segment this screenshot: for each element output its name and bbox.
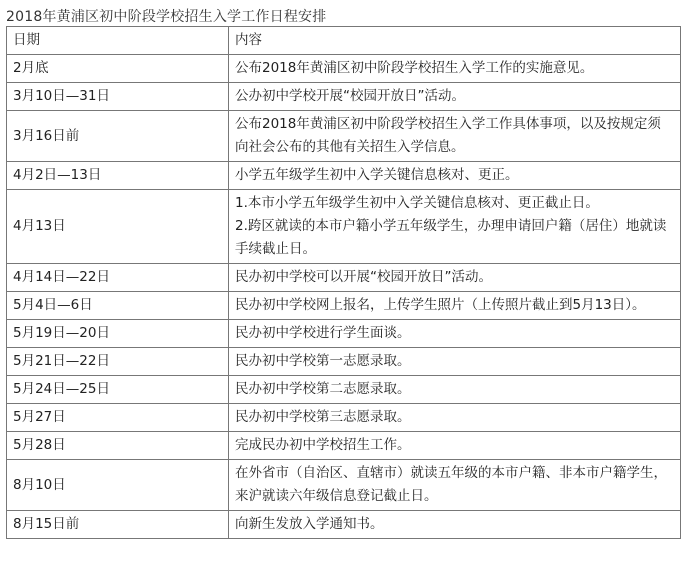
table-body — [7, 55, 681, 539]
row-content — [229, 348, 681, 376]
content-line: 公布2018年黄浦区初中阶段学校招生入学工作具体事项，以及按规定须向社会公布的其他有关招生入学信息。 — [235, 116, 661, 155]
table-row — [7, 190, 681, 264]
header-date: 日期 — [7, 27, 229, 55]
schedule-table — [6, 26, 681, 539]
table-row — [7, 376, 681, 404]
content-line: 民办初中学校第一志愿录取。 — [235, 353, 411, 369]
content-line: 公布2018年黄浦区初中阶段学校招生入学工作的实施意见。 — [235, 60, 594, 76]
table-row — [7, 111, 681, 162]
row-date: 4月13日 — [7, 190, 229, 264]
row-content — [229, 83, 681, 111]
row-date: 5月28日 — [7, 432, 229, 460]
row-date: 4月14日—22日 — [7, 264, 229, 292]
table-row — [7, 511, 681, 539]
content-line: 民办初中学校第三志愿录取。 — [235, 409, 411, 425]
content-line: 在外省市（自治区、直辖市）就读五年级的本市户籍、非本市户籍学生，来沪就读六年级信息登记截止日。 — [235, 465, 667, 504]
row-content — [229, 404, 681, 432]
content-line: 2.跨区就读的本市户籍小学五年级学生，办理申请回户籍（居住）地就读手续截止日。 — [235, 218, 667, 257]
table-row — [7, 264, 681, 292]
content-line: 民办初中学校第二志愿录取。 — [235, 381, 411, 397]
row-date: 2月底 — [7, 55, 229, 83]
table-row — [7, 55, 681, 83]
row-content — [229, 432, 681, 460]
row-content — [229, 190, 681, 264]
row-date: 3月10日—31日 — [7, 83, 229, 111]
content-line: 民办初中学校可以开展“校园开放日”活动。 — [235, 269, 492, 285]
row-date: 8月15日前 — [7, 511, 229, 539]
content-line: 1.本市小学五年级学生初中入学关键信息核对、更正截止日。 — [235, 195, 599, 211]
table-row — [7, 162, 681, 190]
page-title: 2018年黄浦区初中阶段学校招生入学工作日程安排 — [6, 9, 327, 25]
row-content — [229, 162, 681, 190]
content-line: 小学五年级学生初中入学关键信息核对、更正。 — [235, 167, 519, 183]
table-header-row — [7, 27, 681, 55]
table-row — [7, 348, 681, 376]
row-date: 4月2日—13日 — [7, 162, 229, 190]
row-date: 5月21日—22日 — [7, 348, 229, 376]
table-row — [7, 404, 681, 432]
row-content — [229, 460, 681, 511]
table-row — [7, 292, 681, 320]
content-line: 完成民办初中学校招生工作。 — [235, 437, 411, 453]
content-line: 民办初中学校网上报名，上传学生照片（上传照片截止到5月13日）。 — [235, 297, 646, 313]
row-content — [229, 55, 681, 83]
row-content — [229, 264, 681, 292]
content-line: 民办初中学校进行学生面谈。 — [235, 325, 411, 341]
content-line: 向新生发放入学通知书。 — [235, 516, 384, 532]
row-date: 5月24日—25日 — [7, 376, 229, 404]
row-date: 5月19日—20日 — [7, 320, 229, 348]
table-row — [7, 432, 681, 460]
table-row — [7, 320, 681, 348]
row-content — [229, 320, 681, 348]
row-date: 5月27日 — [7, 404, 229, 432]
header-content: 内容 — [229, 27, 681, 55]
row-date: 8月10日 — [7, 460, 229, 511]
row-date: 3月16日前 — [7, 111, 229, 162]
row-content — [229, 376, 681, 404]
content-line: 公办初中学校开展“校园开放日”活动。 — [235, 88, 465, 104]
row-content — [229, 511, 681, 539]
table-row — [7, 460, 681, 511]
table-row — [7, 83, 681, 111]
row-content — [229, 111, 681, 162]
row-content — [229, 292, 681, 320]
row-date: 5月4日—6日 — [7, 292, 229, 320]
